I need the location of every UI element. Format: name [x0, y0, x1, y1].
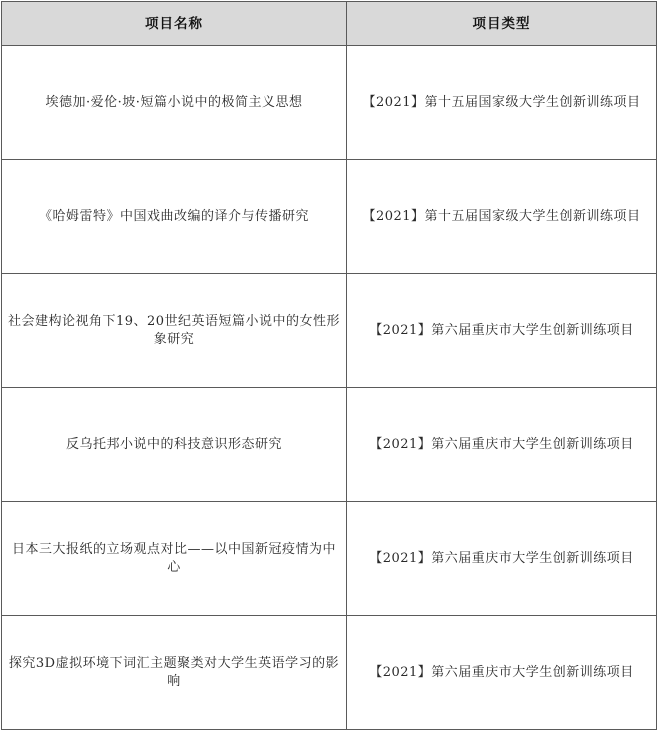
project-name-cell: 反乌托邦小说中的科技意识形态研究 — [2, 388, 347, 502]
project-name-cell: 日本三大报纸的立场观点对比——以中国新冠疫情为中心 — [2, 502, 347, 616]
project-type-cell: 【2021】第六届重庆市大学生创新训练项目 — [347, 502, 657, 616]
project-name-cell: 埃德加·爱伦·坡·短篇小说中的极简主义思想 — [2, 46, 347, 160]
project-name-cell: 《哈姆雷特》中国戏曲改编的译介与传播研究 — [2, 160, 347, 274]
project-type-cell: 【2021】第十五届国家级大学生创新训练项目 — [347, 46, 657, 160]
project-type-cell: 【2021】第十五届国家级大学生创新训练项目 — [347, 160, 657, 274]
projects-table — [1, 1, 657, 730]
table-header — [2, 2, 657, 46]
header-row — [2, 2, 657, 46]
project-type-cell: 【2021】第六届重庆市大学生创新训练项目 — [347, 274, 657, 388]
column-header-project-name: 项目名称 — [2, 2, 347, 46]
table-row — [2, 502, 657, 616]
column-header-project-type: 项目类型 — [347, 2, 657, 46]
table-body — [2, 46, 657, 730]
project-type-cell: 【2021】第六届重庆市大学生创新训练项目 — [347, 388, 657, 502]
project-name-cell: 社会建构论视角下19、20世纪英语短篇小说中的女性形象研究 — [2, 274, 347, 388]
table-row — [2, 46, 657, 160]
project-type-cell: 【2021】第六届重庆市大学生创新训练项目 — [347, 616, 657, 730]
table-row — [2, 616, 657, 730]
table-row — [2, 160, 657, 274]
table-row — [2, 274, 657, 388]
project-name-cell: 探究3D虚拟环境下词汇主题聚类对大学生英语学习的影响 — [2, 616, 347, 730]
table-row — [2, 388, 657, 502]
